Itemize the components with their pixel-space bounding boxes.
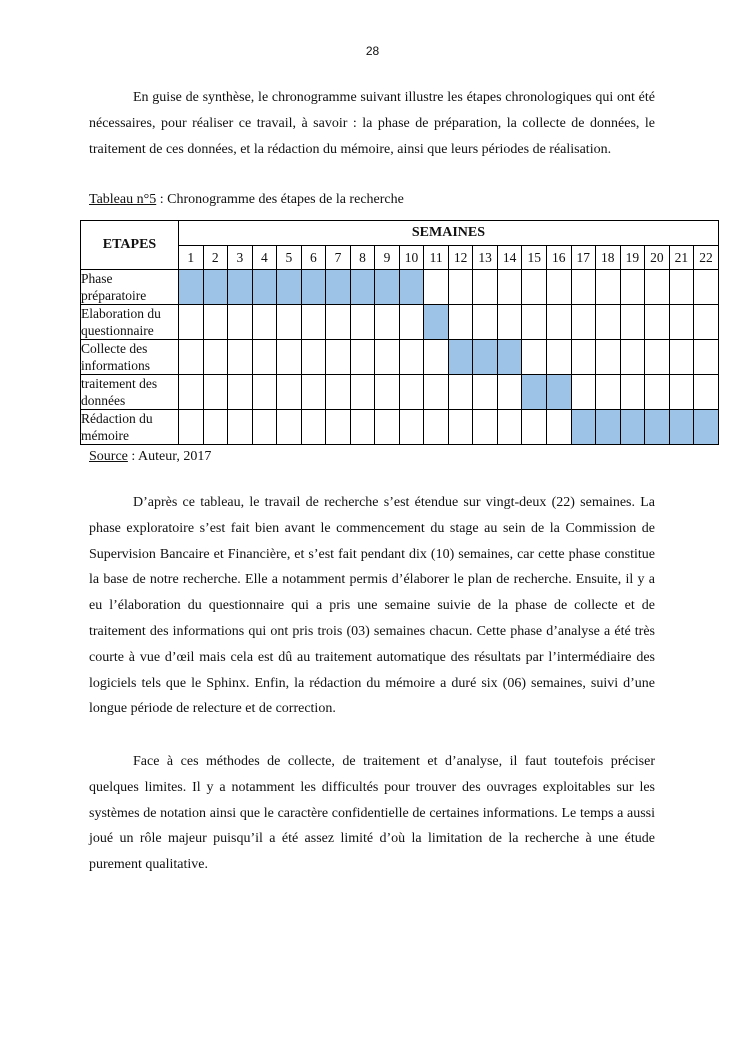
gantt-cell [645, 375, 670, 410]
gantt-cell [448, 410, 473, 445]
week-header-cell: 17 [571, 246, 596, 270]
gantt-cell [203, 305, 228, 340]
gantt-cell [571, 375, 596, 410]
gantt-cell-filled [375, 270, 400, 305]
gantt-cell [620, 270, 645, 305]
stage-label [81, 340, 179, 375]
gantt-cell [571, 270, 596, 305]
gantt-cell [546, 305, 571, 340]
gantt-cell [252, 375, 277, 410]
week-header-cell: 21 [669, 246, 694, 270]
gantt-cell [375, 375, 400, 410]
gantt-cell-filled [620, 410, 645, 445]
week-header-cell: 16 [546, 246, 571, 270]
stage-label [81, 410, 179, 445]
stage-label [81, 270, 179, 305]
gantt-table [80, 220, 719, 445]
page-number: 28 [365, 44, 380, 58]
gantt-cell [473, 375, 498, 410]
gantt-cell [252, 410, 277, 445]
gantt-row [81, 375, 719, 410]
table-caption [89, 190, 404, 210]
analysis-paragraph: D’après ce tableau, le travail de recherche s’est étendue sur vingt-deux (22) semaines. La phase exploratoire s’est fait bien avant le commencement du stage au sein de la Commission de Supervision Bancaire et Financière, et s’est fait pendant dix (10) semaines, car cette phase constitue la base de notre recherche. Elle a notamment permis d’élaborer le plan de recherche. Ensuite, il y a eu l’élaboration du questionnaire qui a pris une semaine suivie de la phase de collecte et de traitement des informations qui ont pris trois (03) semaines chacun. Cette phase d’analyse a été très courte à vue d’œil mais cela est dû au traitement automatique des résultats par l’intermédiaire des logiciels tels que le Sphinx. Enfin, la rédaction du mémoire a duré six (06) semaines, suivi d’une longue période de relecture et de correction. [89, 495, 655, 717]
gantt-cell [350, 305, 375, 340]
gantt-cell [375, 305, 400, 340]
gantt-cell [571, 305, 596, 340]
week-header-cell: 3 [228, 246, 253, 270]
gantt-cell-filled [497, 340, 522, 375]
gantt-cell [424, 375, 449, 410]
gantt-cell-filled [571, 410, 596, 445]
gantt-cell [424, 340, 449, 375]
gantt-cell-filled [448, 340, 473, 375]
gantt-cell [301, 375, 326, 410]
stage-label [81, 375, 179, 410]
gantt-cell [522, 410, 547, 445]
gantt-cell [669, 305, 694, 340]
table-caption-label: Tableau n°5 [89, 192, 157, 207]
stage-label-line1: Elaboration du [81, 306, 161, 321]
stage-label-line2: mémoire [81, 428, 129, 443]
gantt-cell [669, 270, 694, 305]
gantt-cell [399, 410, 424, 445]
gantt-cell [326, 305, 351, 340]
intro-paragraph: En guise de synthèse, le chronogramme suivant illustre les étapes chronologiques qui ont été nécessaires, pour réaliser ce travail, à savoir : la phase de préparation, la collecte de données, le traitement de ces données, et la rédaction du mémoire, ainsi que leurs périodes de réalisation. [89, 90, 655, 157]
week-header-cell: 20 [645, 246, 670, 270]
gantt-cell-filled [473, 340, 498, 375]
gantt-cell-filled [596, 410, 621, 445]
stage-label-line1: Rédaction du [81, 411, 153, 426]
week-header-cell: 11 [424, 246, 449, 270]
gantt-cell-filled [694, 410, 719, 445]
week-header-cell: 18 [596, 246, 621, 270]
gantt-cell [179, 305, 204, 340]
gantt-cell [645, 305, 670, 340]
gantt-cell [203, 410, 228, 445]
stage-label-line1: Phase [81, 271, 113, 286]
gantt-cell [424, 270, 449, 305]
stage-label-line2: préparatoire [81, 288, 147, 303]
gantt-cell [473, 270, 498, 305]
stage-label-line2: données [81, 393, 126, 408]
gantt-cell [228, 410, 253, 445]
gantt-cell [203, 375, 228, 410]
source-label: Source [89, 449, 128, 464]
etapes-header: ETAPES [81, 221, 179, 270]
gantt-cell [645, 270, 670, 305]
week-header-cell: 6 [301, 246, 326, 270]
gantt-cell [203, 340, 228, 375]
gantt-body [81, 270, 719, 445]
gantt-cell [596, 340, 621, 375]
gantt-cell [179, 410, 204, 445]
gantt-cell [350, 375, 375, 410]
gantt-cell [252, 340, 277, 375]
week-header-cell: 13 [473, 246, 498, 270]
week-header-cell: 9 [375, 246, 400, 270]
gantt-cell [424, 410, 449, 445]
week-header-cell: 4 [252, 246, 277, 270]
gantt-row [81, 305, 719, 340]
gantt-cell [497, 305, 522, 340]
gantt-cell-filled [424, 305, 449, 340]
gantt-cell [375, 340, 400, 375]
gantt-cell [179, 340, 204, 375]
gantt-cell [375, 410, 400, 445]
stage-label-line1: traitement des [81, 376, 158, 391]
gantt-cell [546, 270, 571, 305]
gantt-cell [546, 410, 571, 445]
gantt-cell [620, 375, 645, 410]
stage-label-line2: questionnaire [81, 323, 154, 338]
gantt-cell [669, 375, 694, 410]
table-source [89, 447, 211, 467]
limits-paragraph: Face à ces méthodes de collecte, de traitement et d’analyse, il faut toutefois préciser quelques limites. Il y a notamment les difficultés pour trouver des ouvrages exploitables sur les systèmes de notation ainsi que le caractère confidentielle de certaines informations. Le temps a aussi joué un rôle majeur puisqu’il a été assez limité d’où la limitation de la recherche à une étude purement qualitative. [89, 754, 655, 873]
gantt-cell [473, 305, 498, 340]
gantt-cell-filled [350, 270, 375, 305]
gantt-cell [596, 270, 621, 305]
gantt-cell [694, 305, 719, 340]
gantt-cell [497, 270, 522, 305]
week-header-cell: 5 [277, 246, 302, 270]
gantt-cell [252, 305, 277, 340]
gantt-cell [596, 305, 621, 340]
gantt-cell [326, 375, 351, 410]
gantt-cell-filled [203, 270, 228, 305]
gantt-cell [448, 375, 473, 410]
gantt-cell-filled [669, 410, 694, 445]
week-header-cell: 15 [522, 246, 547, 270]
gantt-cell-filled [326, 270, 351, 305]
week-header-cell: 22 [694, 246, 719, 270]
gantt-cell [546, 340, 571, 375]
gantt-cell [448, 305, 473, 340]
gantt-cell-filled [301, 270, 326, 305]
gantt-cell [522, 340, 547, 375]
gantt-cell [497, 375, 522, 410]
gantt-cell-filled [546, 375, 571, 410]
gantt-cell [399, 340, 424, 375]
gantt-cell [301, 410, 326, 445]
gantt-cell-filled [645, 410, 670, 445]
stage-label-line1: Collecte des [81, 341, 148, 356]
gantt-cell [277, 340, 302, 375]
gantt-cell [301, 305, 326, 340]
gantt-cell [277, 375, 302, 410]
gantt-cell [179, 375, 204, 410]
gantt-cell [522, 305, 547, 340]
gantt-cell [277, 410, 302, 445]
gantt-cell [694, 375, 719, 410]
week-header-cell: 8 [350, 246, 375, 270]
gantt-cell [497, 410, 522, 445]
week-header-cell: 1 [179, 246, 204, 270]
gantt-cell [326, 340, 351, 375]
gantt-cell [596, 375, 621, 410]
gantt-cell [301, 340, 326, 375]
week-header-cell: 19 [620, 246, 645, 270]
gantt-cell [277, 305, 302, 340]
stage-label-line2: informations [81, 358, 150, 373]
gantt-cell [448, 270, 473, 305]
gantt-cell [473, 410, 498, 445]
gantt-cell [350, 410, 375, 445]
week-header-cell: 7 [326, 246, 351, 270]
gantt-cell-filled [179, 270, 204, 305]
gantt-cell [645, 340, 670, 375]
gantt-row [81, 270, 719, 305]
table-caption-text: : Chronogramme des étapes de la recherche [156, 192, 404, 207]
week-header-cell: 10 [399, 246, 424, 270]
gantt-cell [571, 340, 596, 375]
gantt-cell [620, 305, 645, 340]
gantt-cell [694, 270, 719, 305]
gantt-cell [669, 340, 694, 375]
gantt-cell [326, 410, 351, 445]
gantt-cell [399, 375, 424, 410]
gantt-cell [228, 340, 253, 375]
gantt-cell-filled [252, 270, 277, 305]
gantt-cell [228, 305, 253, 340]
semaines-header: SEMAINES [179, 221, 719, 246]
gantt-cell [620, 340, 645, 375]
gantt-cell [350, 340, 375, 375]
stage-label [81, 305, 179, 340]
source-text: : Auteur, 2017 [127, 449, 212, 464]
week-header-cell: 14 [497, 246, 522, 270]
gantt-row [81, 410, 719, 445]
gantt-cell-filled [522, 375, 547, 410]
gantt-row [81, 340, 719, 375]
gantt-cell [694, 340, 719, 375]
gantt-cell-filled [277, 270, 302, 305]
gantt-cell [399, 305, 424, 340]
week-header-cell: 12 [448, 246, 473, 270]
gantt-cell [522, 270, 547, 305]
gantt-cell [228, 375, 253, 410]
week-header-cell: 2 [203, 246, 228, 270]
gantt-cell-filled [228, 270, 253, 305]
gantt-cell-filled [399, 270, 424, 305]
